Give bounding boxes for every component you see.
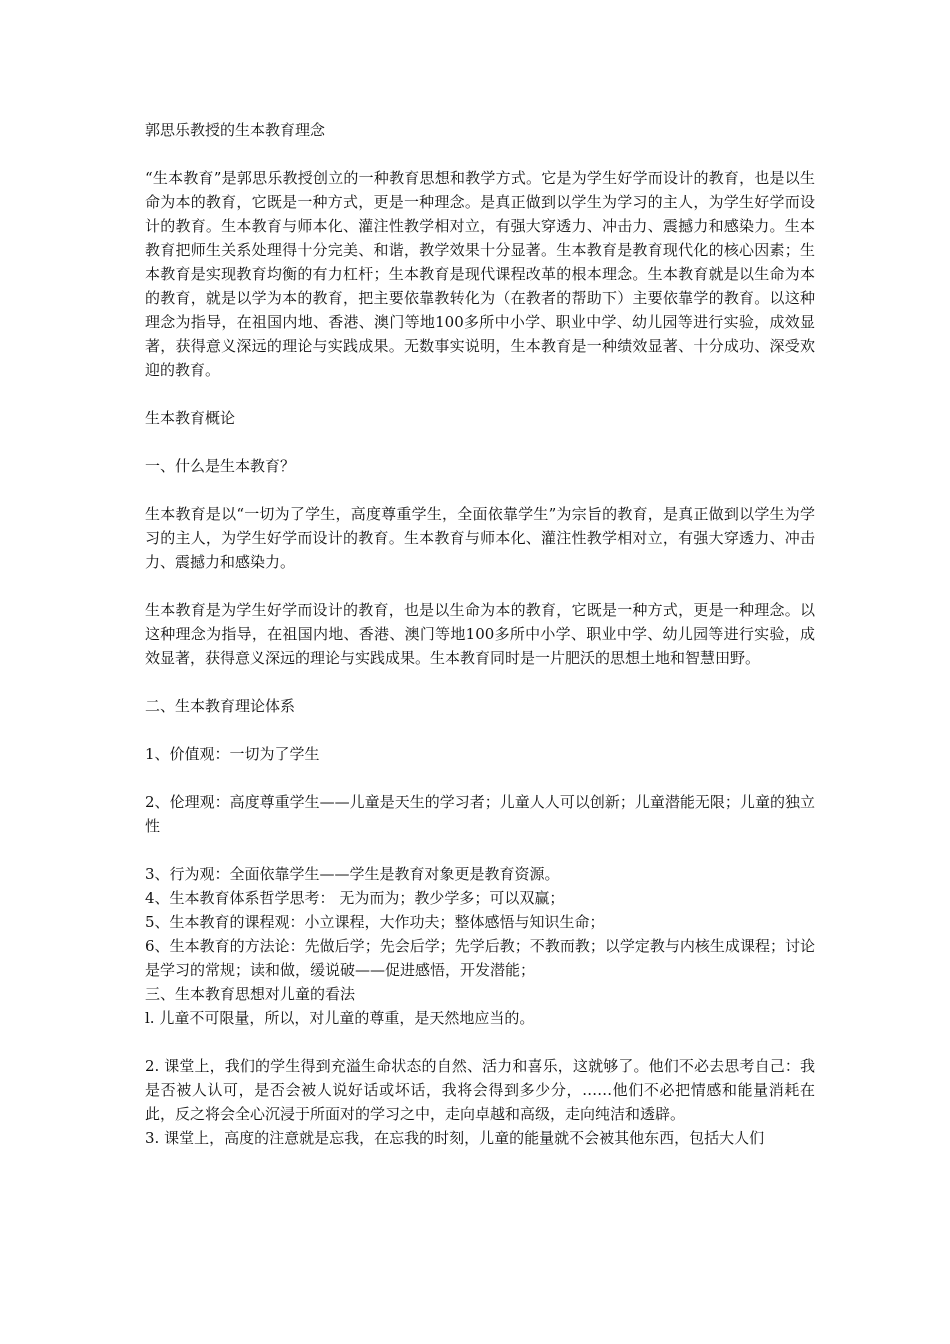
spacer	[145, 478, 815, 502]
spacer	[145, 718, 815, 742]
spacer	[145, 838, 815, 862]
spacer	[145, 670, 815, 694]
overview-heading: 生本教育概论	[145, 409, 236, 427]
section1-paragraph-1: 生本教育是以“一切为了学生，高度尊重学生，全面依靠学生”为宗旨的教育，是真正做到以学生为学习的主人，为学生好学而设计的教育。生本教育与师本化、灌注性教学相对立，有强大穿透力、冲击力、震撼力和感染力。	[145, 505, 815, 571]
section1-heading: 一、什么是生本教育？	[145, 457, 296, 475]
section1-paragraph-2: 生本教育是为学生好学而设计的教育，也是以生命为本的教育，它既是一种方式，更是一种理念。以这种理念为指导，在祖国内地、香港、澳门等地100多所中小学、职业中学、幼儿园等进行实验，成效显著，获得意义深远的理论与实践成果。生本教育同时是一片肥沃的思想土地和智慧田野。	[145, 601, 815, 667]
document-body	[145, 118, 815, 1150]
child-view-point-1: l. 儿童不可限量，所以，对儿童的尊重，是天然地应当的。	[145, 1009, 535, 1027]
child-view-point-3: 3. 课堂上，高度的注意就是忘我，在忘我的时刻，儿童的能量就不会被其他东西，包括大人们	[145, 1129, 765, 1147]
theory-item-2: 2、伦理观：高度尊重学生——儿童是天生的学习者；儿童人人可以创新；儿童潜能无限；儿童的独立性	[145, 793, 815, 835]
intro-paragraph: “生本教育”是郭思乐教授创立的一种教育思想和教学方式。它是为学生好学而设计的教育，也是以生命为本的教育，它既是一种方式，更是一种理念。是真正做到以学生为学习的主人，为学生好学而设计的教育。生本教育与师本化、灌注性教学相对立，有强大穿透力、冲击力、震撼力和感染力。生本教育把师生关系处理得十分完美、和谐，教学效果十分显著。生本教育是教育现代化的核心因素；生本教育是实现教育均衡的有力杠杆；生本教育是现代课程改革的根本理念。生本教育就是以生命为本的教育，就是以学为本的教育，把主要依靠教转化为（在教者的帮助下）主要依靠学的教育。以这种理念为指导，在祖国内地、香港、澳门等地100多所中小学、职业中学、幼儿园等进行实验，成效显著，获得意义深远的理论与实践成果。无数事实说明，生本教育是一种绩效显著、十分成功、深受欢迎的教育。	[145, 169, 815, 379]
spacer	[145, 574, 815, 598]
section3-heading: 三、生本教育思想对儿童的看法	[145, 985, 356, 1003]
spacer	[145, 430, 815, 454]
theory-item-6: 6、生本教育的方法论：先做后学；先会后学；先学后教；不教而教；以学定教与内核生成课程；讨论是学习的常规；读和做，缓说破——促进感悟，开发潜能；	[145, 937, 815, 979]
theory-item-5: 5、生本教育的课程观：小立课程，大作功夫；整体感悟与知识生命；	[145, 913, 605, 931]
child-view-point-2: 2. 课堂上，我们的学生得到充溢生命状态的自然、活力和喜乐，这就够了。他们不必去思考自己：我是否被人认可，是否会被人说好话或坏话，我将会得到多少分，……他们不必把情感和能量消耗在此，反之将会全心沉浸于所面对的学习之中，走向卓越和高级，走向纯洁和透辟。	[145, 1057, 815, 1123]
theory-item-4: 4、生本教育体系哲学思考： 无为而为；教少学多；可以双赢；	[145, 889, 565, 907]
spacer	[145, 382, 815, 406]
spacer	[145, 766, 815, 790]
theory-item-1: 1、价值观：一切为了学生	[145, 745, 320, 763]
spacer	[145, 1030, 815, 1054]
spacer	[145, 142, 815, 166]
document-title: 郭思乐教授的生本教育理念	[145, 121, 326, 139]
theory-item-3: 3、行为观：全面依靠学生——学生是教育对象更是教育资源。	[145, 865, 560, 883]
section2-heading: 二、生本教育理论体系	[145, 697, 296, 715]
